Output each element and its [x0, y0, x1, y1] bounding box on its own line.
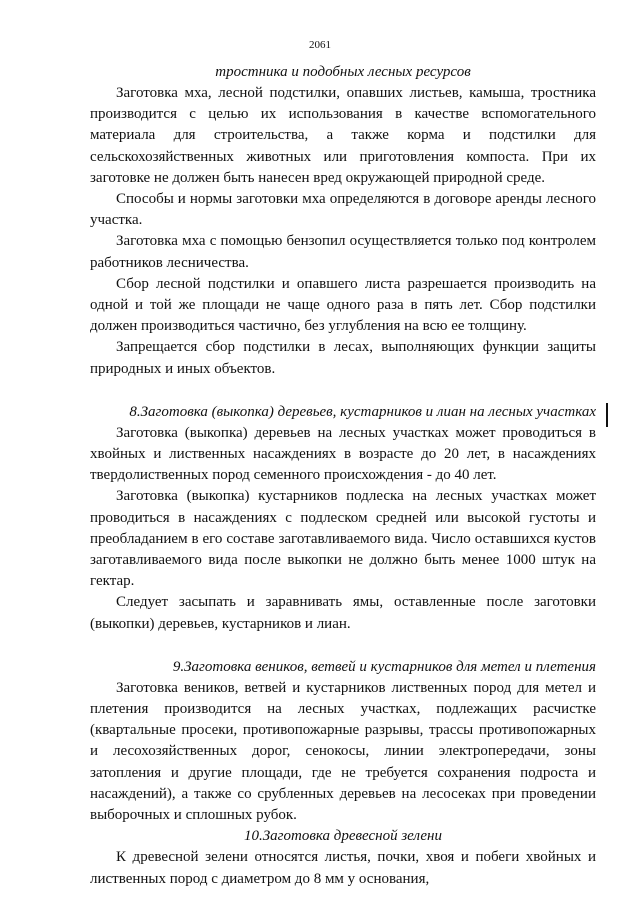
paragraph: Заготовка (выкопка) деревьев на лесных участках может проводиться в хвойных и лиственных насаждениях в возрасте до 20 лет, в насаждениях твердолиственных пород семенного происхождения - до 40 лет. — [90, 424, 596, 484]
section-heading-8: 8.Заготовка (выкопка) деревьев, кустарников и лиан на лесных участках — [129, 403, 596, 420]
document-body — [90, 62, 596, 890]
paragraph: Следует засыпать и заравнивать ямы, оставленные после заготовки (выкопки) деревьев, кустарников и лиан. — [90, 594, 596, 632]
section-heading-reeds: тростника и подобных лесных ресурсов — [215, 64, 471, 80]
paragraph: Способы и нормы заготовки мха определяются в договоре аренды лесного участка. — [90, 191, 596, 229]
paragraph: К древесной зелени относятся листья, почки, хвоя и побеги хвойных и лиственных пород с диаметром до 8 мм у основания, — [90, 849, 596, 887]
section-gap — [90, 380, 596, 402]
section-heading-10: 10.Заготовка древесной зелени — [244, 828, 442, 845]
page-number: 2061 — [309, 39, 331, 51]
paragraph: Сбор лесной подстилки и опавшего листа разрешается производить на одной и той же площади не чаще одного раза в пять лет. Сбор подстилки должен производиться частично, без углубления на всю ее толщину. — [90, 275, 596, 335]
section-heading-9: 9.Заготовка веников, ветвей и кустарников для метел и плетения — [172, 658, 596, 675]
paragraph: Запрещается сбор подстилки в лесах, выполняющих функции защиты природных и иных объектов. — [90, 339, 596, 377]
paragraph: Заготовка мха с помощью бензопил осуществляется только под контролем работников лесничества. — [90, 233, 596, 271]
section-gap — [90, 635, 596, 657]
text-cursor-bar — [606, 403, 608, 427]
paragraph: Заготовка веников, ветвей и кустарников лиственных пород для метел и плетения производится на лесных участках, подлежащих расчистке (квартальные просеки, противопожарные разрывы, трассы противопожарных и лесохозяйственных дорог, сенокосы, линии электропередачи, зоны затопления и другие площади, где не требуется сохранения подроста и насаждений), а также со срубленных деревьев на лесосеках при проведении выборочных и сплошных рубок. — [90, 679, 596, 824]
paragraph: Заготовка (выкопка) кустарников подлеска на лесных участках может проводиться в насаждениях с подлеском средней или высокой густоты и преобладанием в его составе заготавливаемого вида. Число оставшихся кустов заготавливаемого вида после выкопки не должно быть менее 1000 штук на гектар. — [90, 488, 596, 590]
paragraph: Заготовка мха, лесной подстилки, опавших листьев, камыша, тростника производится с целью их использования в качестве вспомогательного материала для строительства, а также корма и подстилки для сельскохозяйственных животных или приготовления компоста. При их заготовке не должен быть нанесен вред окружающей природной среде. — [90, 85, 596, 186]
